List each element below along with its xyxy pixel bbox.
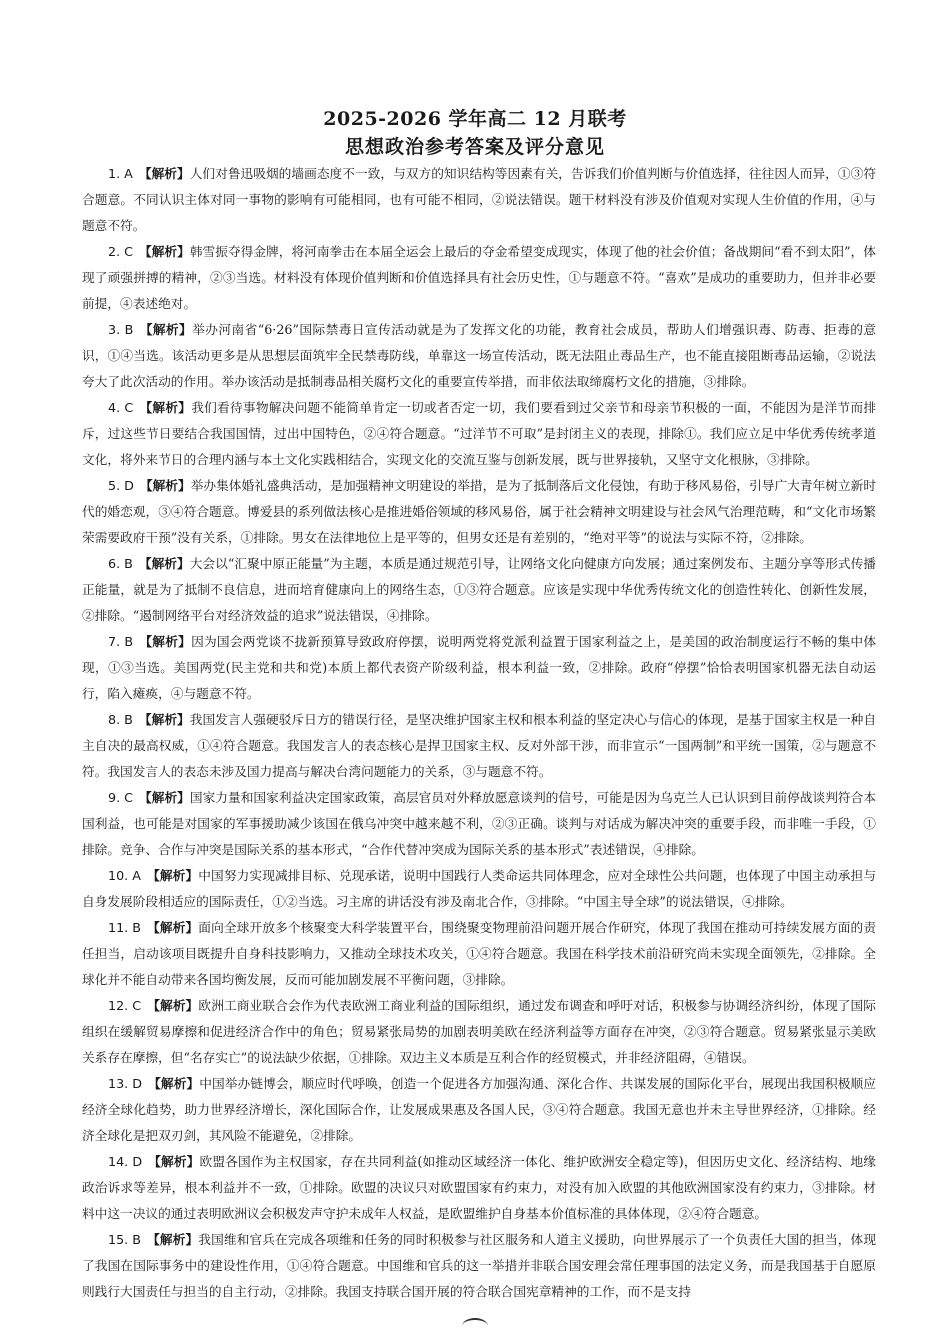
analysis-text: 面向全球开放多个核聚变大科学装置平台，围绕聚变物理前沿问题开展合作研究，体现了我国在推动可持续发展方面的责任担当，启动该项目既提升自身科技影响力，又推动全球技术攻关，①④符合题意。我国在科学技术前沿研究尚未实现全面领先，②排除。全球化并不能自动带来各国均衡发展，反而可能加剧发展不平衡问题，③排除。 [82,920,877,987]
answer-item-2 [82,239,876,317]
answer-number: 5. D [108,478,134,493]
answer-number: 14. D [108,1154,143,1169]
analysis-tag: 【解析】 [147,998,199,1013]
analysis-tag: 【解析】 [139,790,190,805]
analysis-text: 国家力量和国家利益决定国家政策，高层官员对外释放愿意谈判的信号，可能是因为乌克兰人已认识到目前停战谈判符合本国利益，也可能是对国家的军事援助减少该国在俄乌冲突中越来越不利，②③正确。谈判与对话成为解决冲突的重要手段，而非唯一手段，①排除。竞争、合作与冲突是国际关系的基本形式，“合作代替冲突成为国际关系的基本形式”表述错误，④排除。 [82,790,877,857]
answer-item-8 [82,707,876,785]
answer-item-15 [82,1227,876,1305]
analysis-text: 因为国会两党谈不拢新预算导致政府停摆，说明两党将党派利益置于国家利益之上，是美国的政治制度运行不畅的集中体现，①③当选。美国两党(民主党和共和党)本质上都代表资产阶级利益，根本利益一致，②排除。政府“停摆”恰恰表明国家机器无法自动运行，陷入瘫痪，④与题意不符。 [82,634,877,701]
analysis-text: 人们对鲁迅吸烟的墙画态度不一致，与双方的知识结构等因素有关，告诉我们价值判断与价值选择，往往因人而异，①③符合题意。不同认识主体对同一事物的影响有可能相同，也有可能不相同，②说法错误。题干材料没有涉及价值观对实现人生价值的作用，④与题意不符。 [82,166,877,233]
answer-number: 8. B [108,712,133,727]
answer-item-4 [82,395,876,473]
answer-number: 13. D [108,1076,143,1091]
analysis-tag: 【解析】 [148,1154,200,1169]
answer-item-11 [82,915,876,993]
analysis-tag: 【解析】 [139,478,191,493]
analysis-tag: 【解析】 [148,1076,200,1091]
answer-number: 2. C [108,244,134,259]
page-number-mark [462,1318,488,1334]
answer-item-3 [82,317,876,395]
answer-number: 4. C [108,400,134,415]
analysis-text: 大会以“汇聚中原正能量”为主题，本质是通过规范引导，让网络文化向健康方向发展；通过案例发布、主题分享等形式传播正能量，就是为了抵制不良信息，进而培育健康向上的网络生态，①③符合题意。应该是实现中华优秀传统文化的创造性转化、创新性发展，②排除。“遏制网络平台对经济效益的追求”说法错误，④排除。 [82,556,876,623]
analysis-text: 中国努力实现减排目标、兑现承诺，说明中国践行人类命运共同体理念，应对全球性公共问题，也体现了中国主动承担与自身发展阶段相适应的国际责任，①②当选。习主席的讲话没有涉及南北合作，③排除。“中国主导全球”的说法错误，④排除。 [82,868,877,909]
analysis-text: 举办集体婚礼盛典活动，是加强精神文明建设的举措，是为了抵制落后文化侵蚀，有助于移风易俗，引导广大青年树立新时代的婚恋观，③④符合题意。博爱县的系列做法核心是推进婚俗领域的移风易俗，属于社会精神文明建设与社会风气治理范畴，和“文化市场繁荣需要政府干预”没有关系，①排除。男女在法律地位上是平等的，但男女还是有差别的，“绝对平等”的说法与实际不符，②排除。 [82,478,877,545]
answer-item-6 [82,551,876,629]
analysis-text: 中国举办链博会，顺应时代呼唤，创造一个促进各方加强沟通、深化合作、共谋发展的国际化平台，展现出我国积极顺应经济全球化趋势，助力世界经济增长，深化国际合作，让发展成果惠及各国人民，③④符合题意。我国无意也并未主导世界经济，①排除。经济全球化是把双刃剑，其风险不能避免，②排除。 [82,1076,877,1143]
answer-item-1 [82,161,876,239]
analysis-tag: 【解析】 [139,322,193,337]
analysis-tag: 【解析】 [139,634,192,649]
answer-item-13 [82,1071,876,1149]
analysis-tag: 【解析】 [147,920,199,935]
answer-item-9 [82,785,876,863]
answer-number: 7. B [108,634,134,649]
answer-item-12 [82,993,876,1071]
analysis-tag: 【解析】 [139,244,190,259]
answer-item-7 [82,629,876,707]
answer-number: 1. A [108,166,133,181]
answer-number: 12. C [108,998,142,1013]
analysis-text: 韩雪振夺得金牌，将河南拳击在本届全运会上最后的夺金希望变成现实，体现了他的社会价值；备战期间“看不到太阳”，体现了顽强拼搏的精神，②③当选。材料没有体现价值判断和价值选择具有社会历史性，①与题意不符。“喜欢”是成功的重要助力，但并非必要前提，④表述绝对。 [82,244,876,311]
analysis-tag: 【解析】 [147,1232,199,1247]
answer-number: 9. C [108,790,134,805]
analysis-text: 我们看待事物解决问题不能简单肯定一切或者否定一切，我们要看到过父亲节和母亲节积极的一面，不能因为是洋节而排斥，过这些节日要结合我国国情，过出中国特色，②④符合题意。“过洋节不可取”是封闭主义的表现，排除①。我们应立足中华优秀传统孝道文化，将外来节日的合理内涵与本土文化实践相结合，实现文化的交流互鉴与创新发展，既与世界接轨，又坚守文化根脉，③排除。 [82,400,877,467]
answer-item-14 [82,1149,876,1227]
analysis-tag: 【解析】 [138,712,190,727]
analysis-text: 我国维和官兵在完成各项维和任务的同时积极参与社区服务和人道主义援助，向世界展示了一个负责任大国的担当，体现了我国在国际事务中的建设性作用，①④符合题意。中国维和官兵的这一举措并非联合国安理会常任理事国的法定义务，而是我国基于自愿原则践行大国责任与担当的自主行动，②排除。我国支持联合国开展的符合联合国宪章精神的工作，而不是支持 [82,1232,877,1299]
analysis-tag: 【解析】 [138,556,190,571]
answer-list [82,161,876,1305]
answer-number: 15. B [108,1232,142,1247]
answer-item-5 [82,473,876,551]
answer-number: 6. B [108,556,133,571]
analysis-tag: 【解析】 [138,166,190,181]
answer-number: 11. B [108,920,142,935]
exam-title: 2025-2026 学年高二 12 月联考 [323,108,627,130]
answer-key-title: 思想政治参考答案及评分意见 [344,136,605,158]
answer-number: 3. B [108,322,134,337]
analysis-text: 举办河南省“6·26”国际禁毒日宣传活动就是为了发挥文化的功能，教育社会成员，帮助人们增强识毒、防毒、拒毒的意识，①④当选。该活动更多是从思想层面筑牢全民禁毒防线，单靠这一场宣传活动，既无法阻止毒品生产，也不能直接阻断毒品运输，②说法夸大了此次活动的作用。举办该活动是抵制毒品相关腐朽文化的重要宣传举措，而非依法取缔腐朽文化的措施，③排除。 [82,322,877,389]
analysis-tag: 【解析】 [147,868,199,883]
analysis-text: 欧洲工商业联合会作为代表欧洲工商业利益的国际组织，通过发布调查和呼吁对话，积极参与协调经济纠纷，体现了国际组织在缓解贸易摩擦和促进经济合作中的角色；贸易紧张局势的加剧表明美欧在经济利益等方面存在冲突，②③符合题意。贸易紧张显示美欧关系存在摩擦，但“名存实亡”的说法缺少依据，①排除。双边主义本质是互利合作的经贸模式，并非经济阻碍，④错误。 [82,998,876,1065]
analysis-text: 我国发言人强硬驳斥日方的错误行径，是坚决维护国家主权和根本利益的坚定决心与信心的体现，是基于国家主权是一种自主自决的最高权威，①④符合题意。我国发言人的表态核心是捍卫国家主权、反对外部干涉，而非宣示“一国两制”和平统一国策，②与题意不符。我国发言人的表态未涉及国力提高与解决台湾问题能力的关系，③与题意不符。 [82,712,877,779]
answer-item-10 [82,863,876,915]
analysis-tag: 【解析】 [139,400,192,415]
analysis-text: 欧盟各国作为主权国家，存在共同利益(如推动区域经济一体化、维护欧洲安全稳定等)，但因历史文化、经济结构、地缘政治诉求等差异，根本利益并不一致，①排除。欧盟的决议只对欧盟国家有约束力，对没有加入欧盟的其他欧洲国家没有约束力，③排除。材料中这一决议的通过表明欧洲议会积极发声守护未成年人权益，是欧盟维护自身基本价值标准的具体体现，②④符合题意。 [82,1154,876,1221]
answer-number: 10. A [108,868,141,883]
